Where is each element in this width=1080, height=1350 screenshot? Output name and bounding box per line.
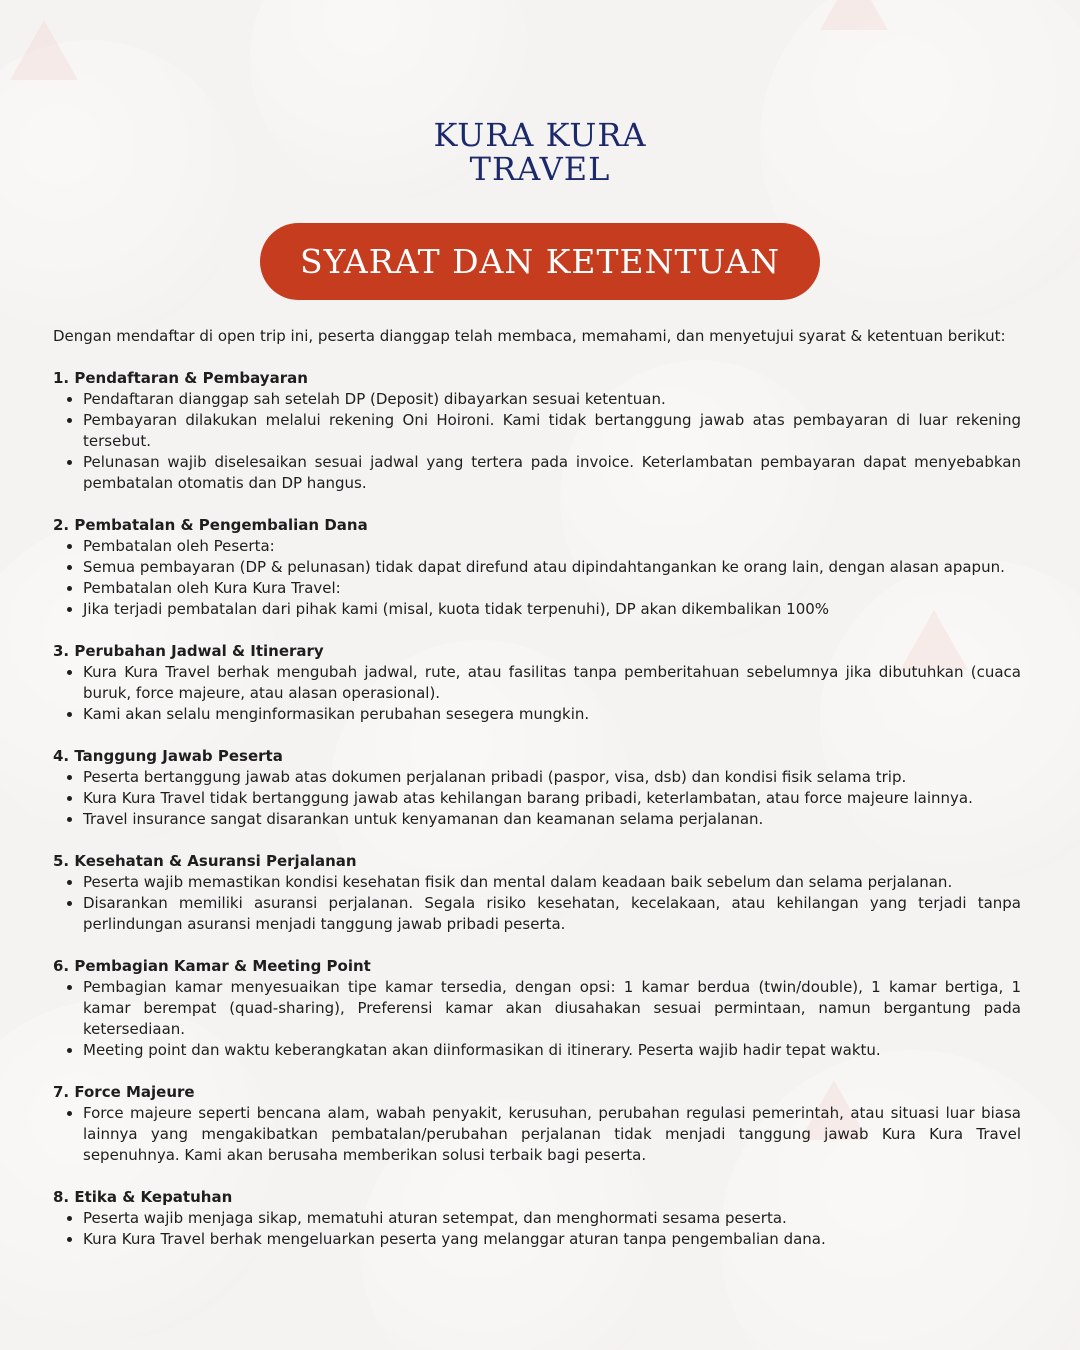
- list-item: • Jika terjadi pembatalan dari pihak kami (misal, kuota tidak terpenuhi), DP akan dikembalikan 100%: [83, 599, 1021, 620]
- terms-sections: [53, 368, 1021, 1250]
- section-list: [53, 977, 1021, 1061]
- terms-section: [53, 851, 1021, 935]
- terms-section: [53, 1187, 1021, 1250]
- brand-line-2: TRAVEL: [469, 150, 611, 188]
- brand-line-1: KURA KURA: [433, 116, 647, 154]
- list-item: • Kami akan selalu menginformasikan perubahan sesegera mungkin.: [83, 704, 1021, 725]
- terms-section: [53, 746, 1021, 830]
- terms-section: [53, 515, 1021, 620]
- terms-section: [53, 368, 1021, 494]
- list-item: • Pembagian kamar menyesuaikan tipe kamar tersedia, dengan opsi: 1 kamar berdua (twin/double), 1 kamar bertiga, 1 kamar berempat (quad-sharing), Preferensi kamar akan diusahakan sesuai permintaan, namun bergantung pada ketersediaan.: [83, 977, 1021, 1040]
- section-title: 1. Pendaftaran & Pembayaran: [53, 369, 308, 387]
- title-banner: [260, 223, 820, 300]
- list-item: • Meeting point dan waktu keberangkatan akan diinformasikan di itinerary. Peserta wajib hadir tepat waktu.: [83, 1040, 1021, 1061]
- list-item: • Peserta wajib memastikan kondisi kesehatan fisik dan mental dalam keadaan baik sebelum dan selama perjalanan.: [83, 872, 1021, 893]
- list-item: • Pembayaran dilakukan melalui rekening Oni Hoironi. Kami tidak bertanggung jawab atas pembayaran di luar rekening tersebut.: [83, 410, 1021, 452]
- section-title: 4. Tanggung Jawab Peserta: [53, 747, 283, 765]
- section-list: [53, 389, 1021, 494]
- section-list: [53, 767, 1021, 830]
- terms-section: [53, 956, 1021, 1061]
- list-item: • Kura Kura Travel tidak bertanggung jawab atas kehilangan barang pribadi, keterlambatan, atau force majeure lainnya.: [83, 788, 1021, 809]
- terms-section: [53, 1082, 1021, 1166]
- list-item: • Pembatalan oleh Peserta:: [83, 536, 1021, 557]
- list-item: • Pendaftaran dianggap sah setelah DP (Deposit) dibayarkan sesuai ketentuan.: [83, 389, 1021, 410]
- section-title: 8. Etika & Kepatuhan: [53, 1188, 233, 1206]
- intro-text: Dengan mendaftar di open trip ini, peserta dianggap telah membaca, memahami, dan menyetujui syarat & ketentuan berikut:: [53, 327, 1006, 345]
- section-list: [53, 1208, 1021, 1250]
- terms-section: [53, 641, 1021, 725]
- section-title: 5. Kesehatan & Asuransi Perjalanan: [53, 852, 357, 870]
- list-item: • Kura Kura Travel berhak mengeluarkan peserta yang melanggar aturan tanpa pengembalian dana.: [83, 1229, 1021, 1250]
- section-title: 7. Force Majeure: [53, 1083, 195, 1101]
- brand-logo: [0, 118, 1080, 186]
- section-title: 6. Pembagian Kamar & Meeting Point: [53, 957, 371, 975]
- list-item: • Pembatalan oleh Kura Kura Travel:: [83, 578, 1021, 599]
- section-title: 3. Perubahan Jadwal & Itinerary: [53, 642, 324, 660]
- terms-body: [53, 326, 1021, 1271]
- section-list: [53, 1103, 1021, 1166]
- section-list: [53, 662, 1021, 725]
- list-item: • Force majeure seperti bencana alam, wabah penyakit, kerusuhan, perubahan regulasi pemerintah, atau situasi luar biasa lainnya yang mengakibatkan pembatalan/perubahan perjalanan tidak menjadi tanggung jawab Kura Kura Travel sepenuhnya. Kami akan berusaha memberikan solusi terbaik bagi peserta.: [83, 1103, 1021, 1166]
- list-item: • Pelunasan wajib diselesaikan sesuai jadwal yang tertera pada invoice. Keterlambatan pembayaran dapat menyebabkan pembatalan otomatis dan DP hangus.: [83, 452, 1021, 494]
- list-item: • Travel insurance sangat disarankan untuk kenyamanan dan keamanan selama perjalanan.: [83, 809, 1021, 830]
- list-item: • Semua pembayaran (DP & pelunasan) tidak dapat direfund atau dipindahtangankan ke orang lain, dengan alasan apapun.: [83, 557, 1021, 578]
- list-item: • Kura Kura Travel berhak mengubah jadwal, rute, atau fasilitas tanpa pemberitahuan sebelumnya jika dibutuhkan (cuaca buruk, force majeure, atau alasan operasional).: [83, 662, 1021, 704]
- page-title: SYARAT DAN KETENTUAN: [300, 242, 780, 281]
- section-title: 2. Pembatalan & Pengembalian Dana: [53, 516, 368, 534]
- list-item: • Peserta wajib menjaga sikap, mematuhi aturan setempat, dan menghormati sesama peserta.: [83, 1208, 1021, 1229]
- section-list: [53, 872, 1021, 935]
- list-item: • Disarankan memiliki asuransi perjalanan. Segala risiko kesehatan, kecelakaan, atau kehilangan yang terjadi tanpa perlindungan asuransi menjadi tanggung jawab pribadi peserta.: [83, 893, 1021, 935]
- section-list: [53, 536, 1021, 620]
- list-item: • Peserta bertanggung jawab atas dokumen perjalanan pribadi (paspor, visa, dsb) dan kondisi fisik selama trip.: [83, 767, 1021, 788]
